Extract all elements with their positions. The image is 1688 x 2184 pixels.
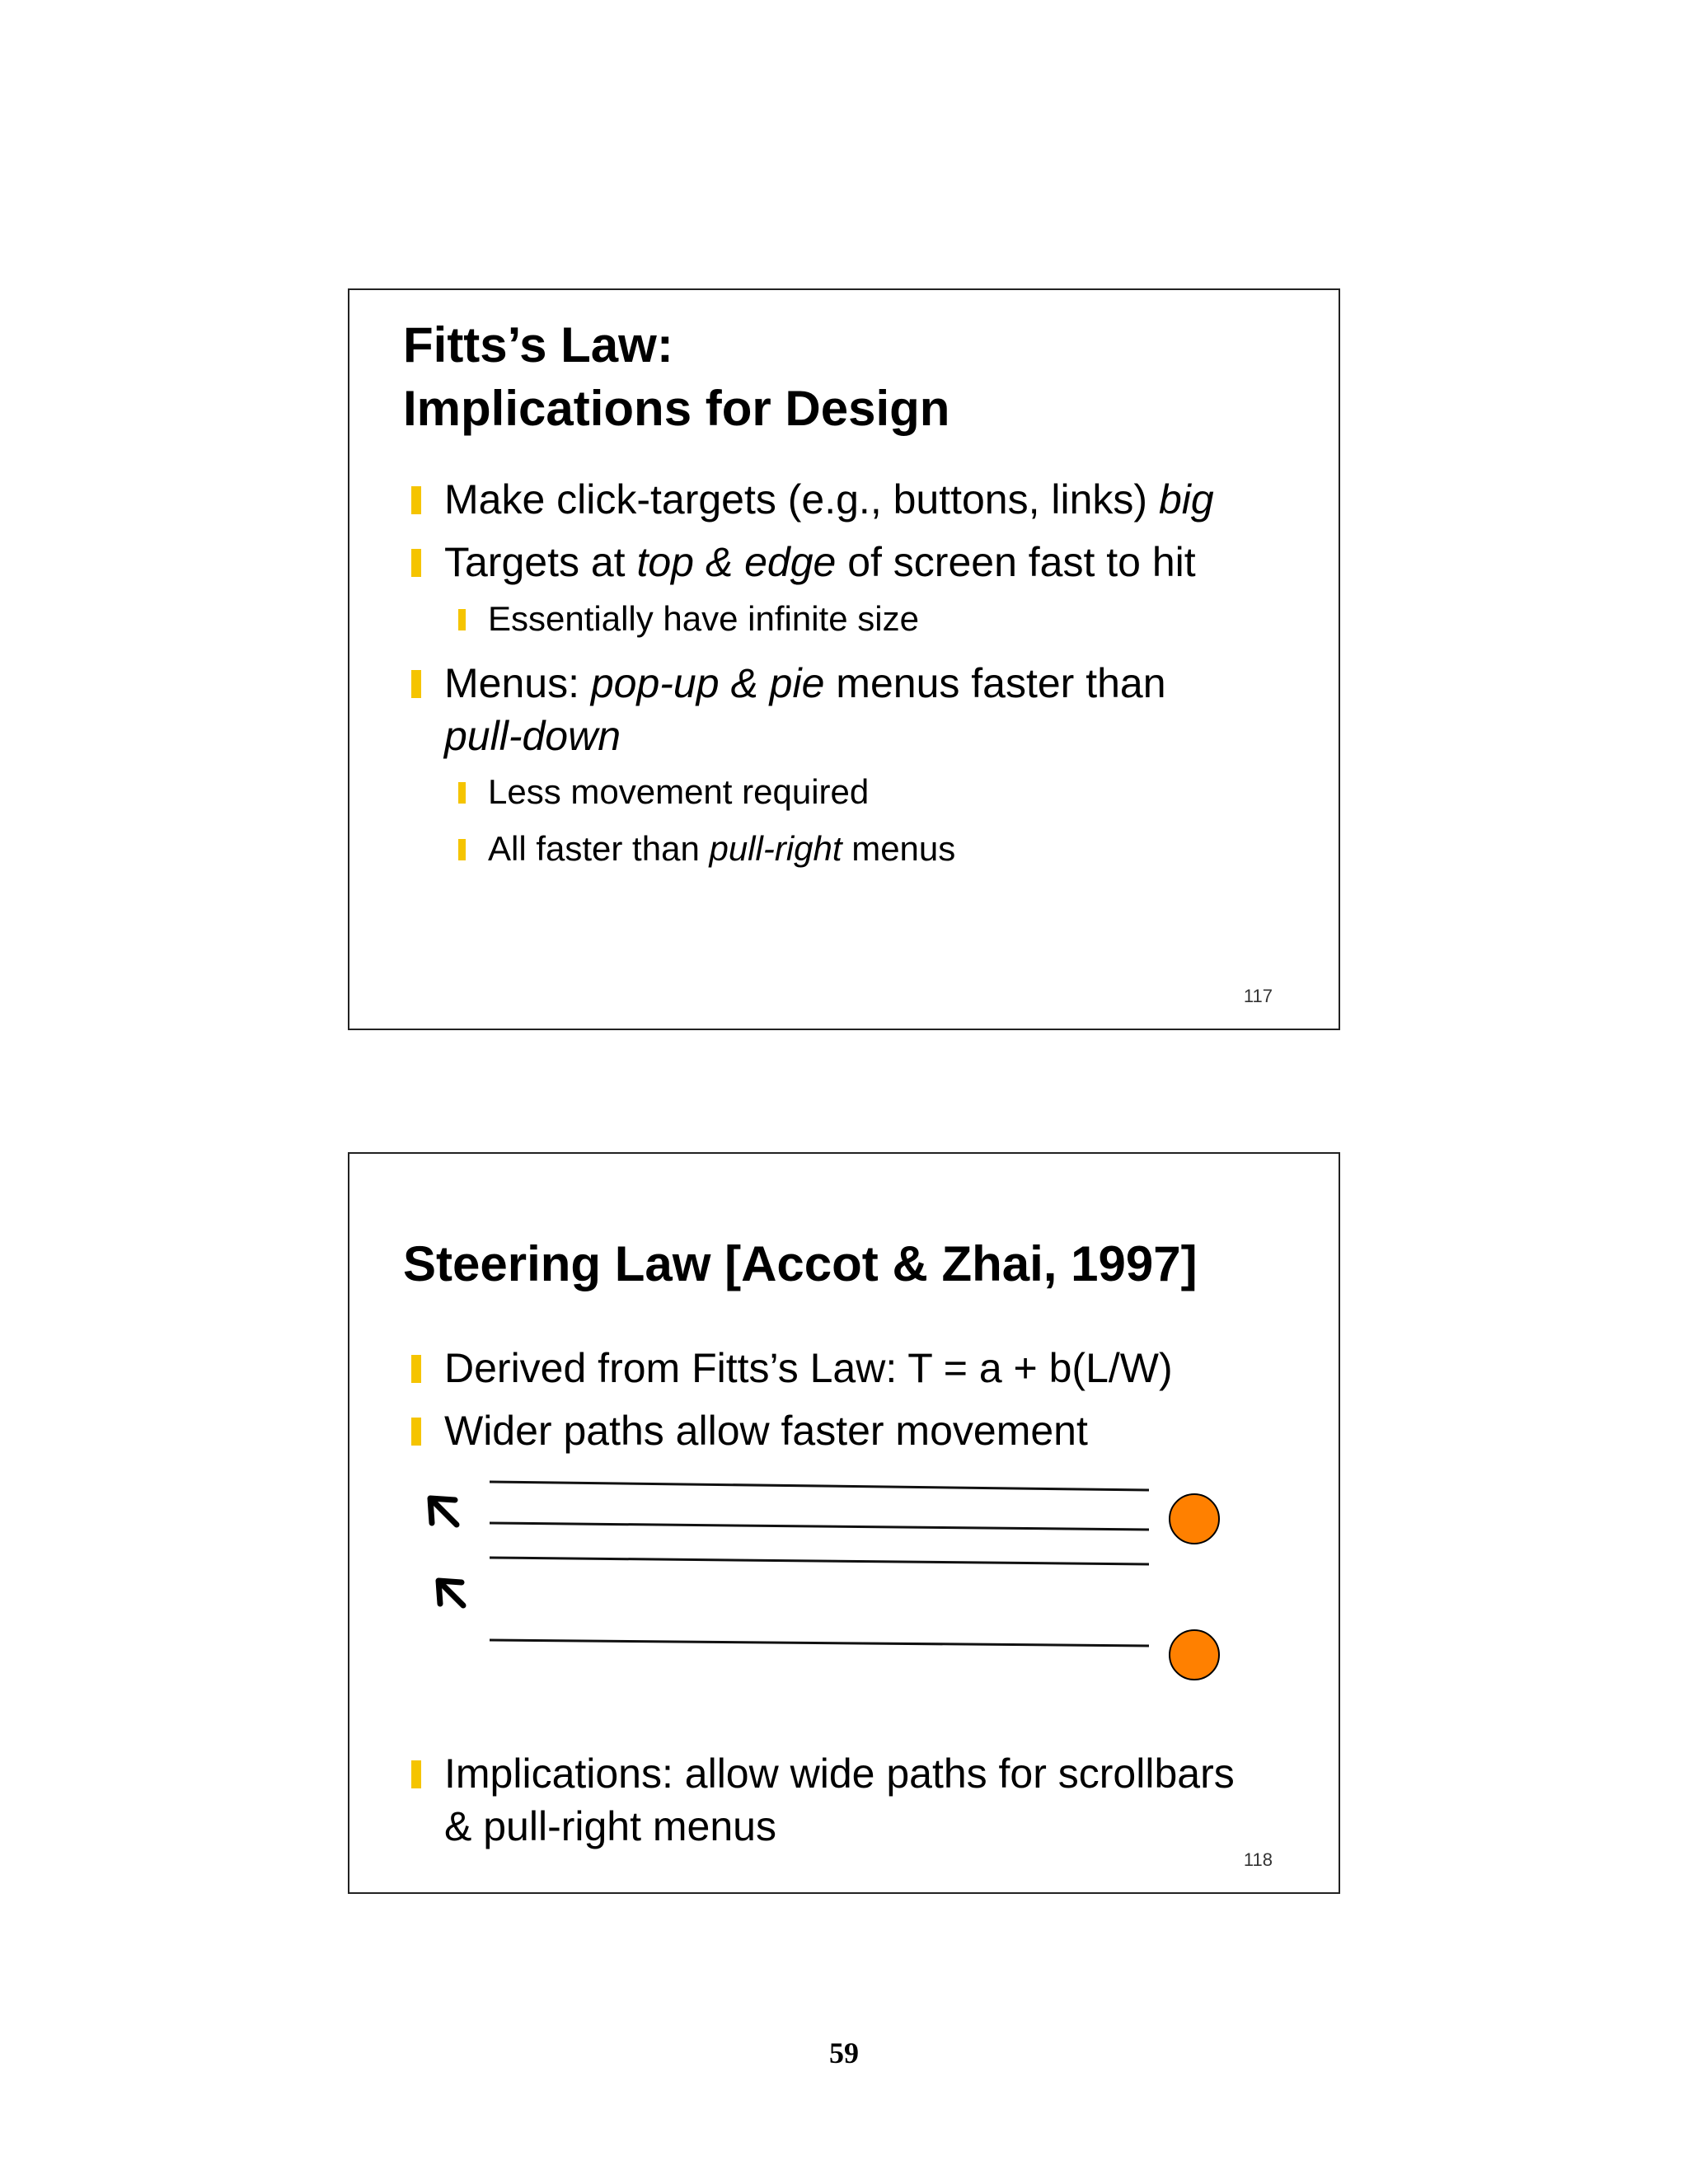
path-edge-bottom: [490, 1640, 1149, 1646]
cursor-arrow-icon: [430, 1498, 457, 1525]
bullet-marker-icon: [411, 1760, 421, 1788]
narrow-path: [430, 1482, 1219, 1544]
slide-117: [348, 288, 1340, 1030]
bullet-item: Implications: allow wide paths for scrollbars & pull-right menus: [444, 1747, 1235, 1853]
page-number: 59: [829, 2036, 859, 2069]
path-edge-top: [490, 1558, 1149, 1564]
wide-path: [438, 1558, 1219, 1680]
path-edge-top: [490, 1482, 1149, 1490]
bullet-marker-icon: [458, 839, 466, 860]
bullet-item: Menus: pop-up & pie menus faster than pull-down: [444, 657, 1166, 762]
cursor-arrow-icon: [438, 1581, 463, 1605]
sub-bullet-item: All faster than pull-right menus: [488, 827, 955, 871]
slide-number: 118: [1243, 1849, 1273, 1870]
target-circle-icon: [1170, 1630, 1219, 1680]
slide-title-line-1: Fitts’s Law:: [403, 317, 673, 373]
slide-number: 117: [1243, 986, 1273, 1006]
bullet-marker-icon: [411, 549, 421, 577]
bullet-marker-icon: [411, 1418, 421, 1446]
bullet-marker-icon: [411, 486, 421, 514]
bullet-marker-icon: [411, 1355, 421, 1383]
bullet-marker-icon: [411, 670, 421, 698]
path-edge-bottom: [490, 1523, 1149, 1530]
sub-bullet-item: Essentially have infinite size: [488, 597, 919, 641]
steering-law-diagram: [407, 1475, 1231, 1722]
bullet-item: Make click-targets (e.g., buttons, links) big: [444, 473, 1214, 526]
slide-title-line-2: Implications for Design: [403, 381, 950, 436]
slide-title: [403, 313, 950, 440]
bullet-marker-icon: [458, 782, 466, 804]
bullet-item: Targets at top & edge of screen fast to hit: [444, 536, 1196, 588]
bullet-marker-icon: [458, 609, 466, 630]
slide-118: [348, 1152, 1340, 1894]
bullet-item: Wider paths allow faster movement: [444, 1404, 1088, 1457]
bullet-item: Derived from Fitts’s Law: T = a + b(L/W): [444, 1342, 1173, 1394]
sub-bullet-item: Less movement required: [488, 770, 869, 814]
target-circle-icon: [1170, 1494, 1219, 1544]
slide-title: Steering Law [Accot & Zhai, 1997]: [403, 1236, 1198, 1291]
